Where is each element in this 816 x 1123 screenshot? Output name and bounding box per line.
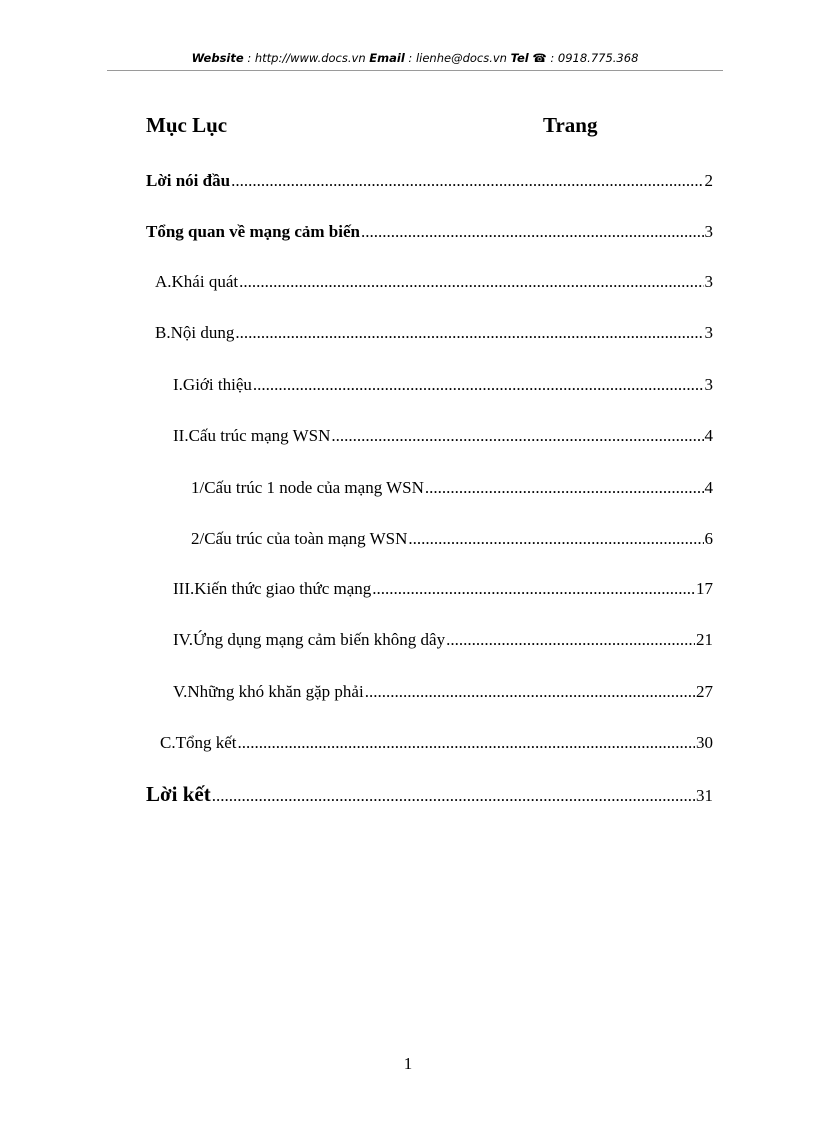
toc-entry-label: II.Cấu trúc mạng WSN: [173, 426, 331, 445]
toc-leader: [253, 375, 704, 395]
toc-entry-page: 3: [704, 222, 713, 241]
toc-entry-label: Tổng quan về mạng cảm biến: [146, 222, 360, 241]
toc-leader: [425, 478, 704, 498]
toc-leader: [238, 733, 696, 753]
toc-entry-khai-quat[interactable]: [155, 272, 713, 292]
toc-entry-giao-thuc-mang[interactable]: [173, 579, 713, 599]
tel-number: : 0918.775.368: [546, 51, 639, 65]
toc-heading: Mục Lục: [146, 113, 228, 137]
website-label: Website: [191, 51, 244, 65]
toc-leader: [239, 272, 703, 292]
toc-entry-page: 3: [704, 272, 713, 291]
toc-page-heading: Trang: [543, 113, 598, 137]
toc-entry-label: B.Nội dung: [155, 323, 235, 342]
toc-entry-page: 4: [704, 426, 713, 445]
toc-entry-ung-dung[interactable]: [173, 630, 713, 650]
toc-entry-page: 6: [704, 529, 713, 548]
toc-leader: [408, 529, 703, 549]
tel-label: Tel: [510, 51, 529, 65]
toc-entry-page: 30: [696, 733, 713, 752]
toc-entry-cau-truc-node[interactable]: [191, 478, 713, 498]
phone-icon: ☎: [532, 51, 547, 65]
toc-entry-page: 21: [696, 630, 713, 649]
toc-leader: [235, 323, 703, 343]
toc-leader: [372, 579, 695, 599]
toc-entry-label: Lời kết: [146, 782, 211, 806]
toc-leader: [231, 171, 703, 191]
toc-entry-label: 1/Cấu trúc 1 node của mạng WSN: [191, 478, 424, 497]
toc-entry-noi-dung[interactable]: [155, 323, 713, 343]
toc-entry-gioi-thieu[interactable]: [173, 375, 713, 395]
toc-leader: [361, 222, 704, 242]
toc-entry-cau-truc-mang[interactable]: [173, 426, 713, 446]
toc-entry-cau-truc-toan-mang[interactable]: [191, 529, 713, 549]
email-label: Email: [369, 51, 405, 65]
toc-entry-label: C.Tổng kết: [160, 733, 237, 752]
toc-entry-label: IV.Ứng dụng mạng cảm biến không dây: [173, 630, 446, 649]
toc-entry-loi-noi-dau[interactable]: [146, 171, 713, 191]
toc-leader: [331, 426, 703, 446]
toc-leader: [446, 630, 695, 650]
toc-entry-loi-ket[interactable]: [146, 784, 713, 806]
toc-entry-label: 2/Cấu trúc của toàn mạng WSN: [191, 529, 408, 548]
toc-entry-label: V.Những khó khăn gặp phải: [173, 682, 364, 701]
toc-entry-label: A.Khái quát: [155, 272, 239, 291]
toc-entry-tong-ket[interactable]: [160, 733, 713, 753]
toc-leader: [212, 786, 695, 806]
toc-entry-kho-khan[interactable]: [173, 682, 713, 702]
toc-entry-tong-quan[interactable]: [146, 222, 713, 242]
header-divider: [107, 70, 723, 71]
toc-entry-label: I.Giới thiệu: [173, 375, 252, 394]
email-address: : lienhe@docs.vn: [404, 51, 511, 65]
toc-entry-page: 3: [704, 375, 713, 394]
toc-entry-label: Lời nói đầu: [146, 171, 231, 190]
toc-entry-page: 3: [704, 323, 713, 342]
toc-entry-page: 31: [696, 786, 713, 805]
toc-entry-page: 2: [704, 171, 713, 190]
page-number: 1: [403, 1054, 413, 1073]
toc-entry-page: 4: [704, 478, 713, 497]
toc-entry-page: 27: [696, 682, 713, 701]
toc-leader: [365, 682, 695, 702]
website-url: : http://www.docs.vn: [243, 51, 370, 65]
toc-entry-page: 17: [696, 579, 713, 598]
page-header: [107, 50, 723, 66]
toc-entry-label: III.Kiến thức giao thức mạng: [173, 579, 372, 598]
